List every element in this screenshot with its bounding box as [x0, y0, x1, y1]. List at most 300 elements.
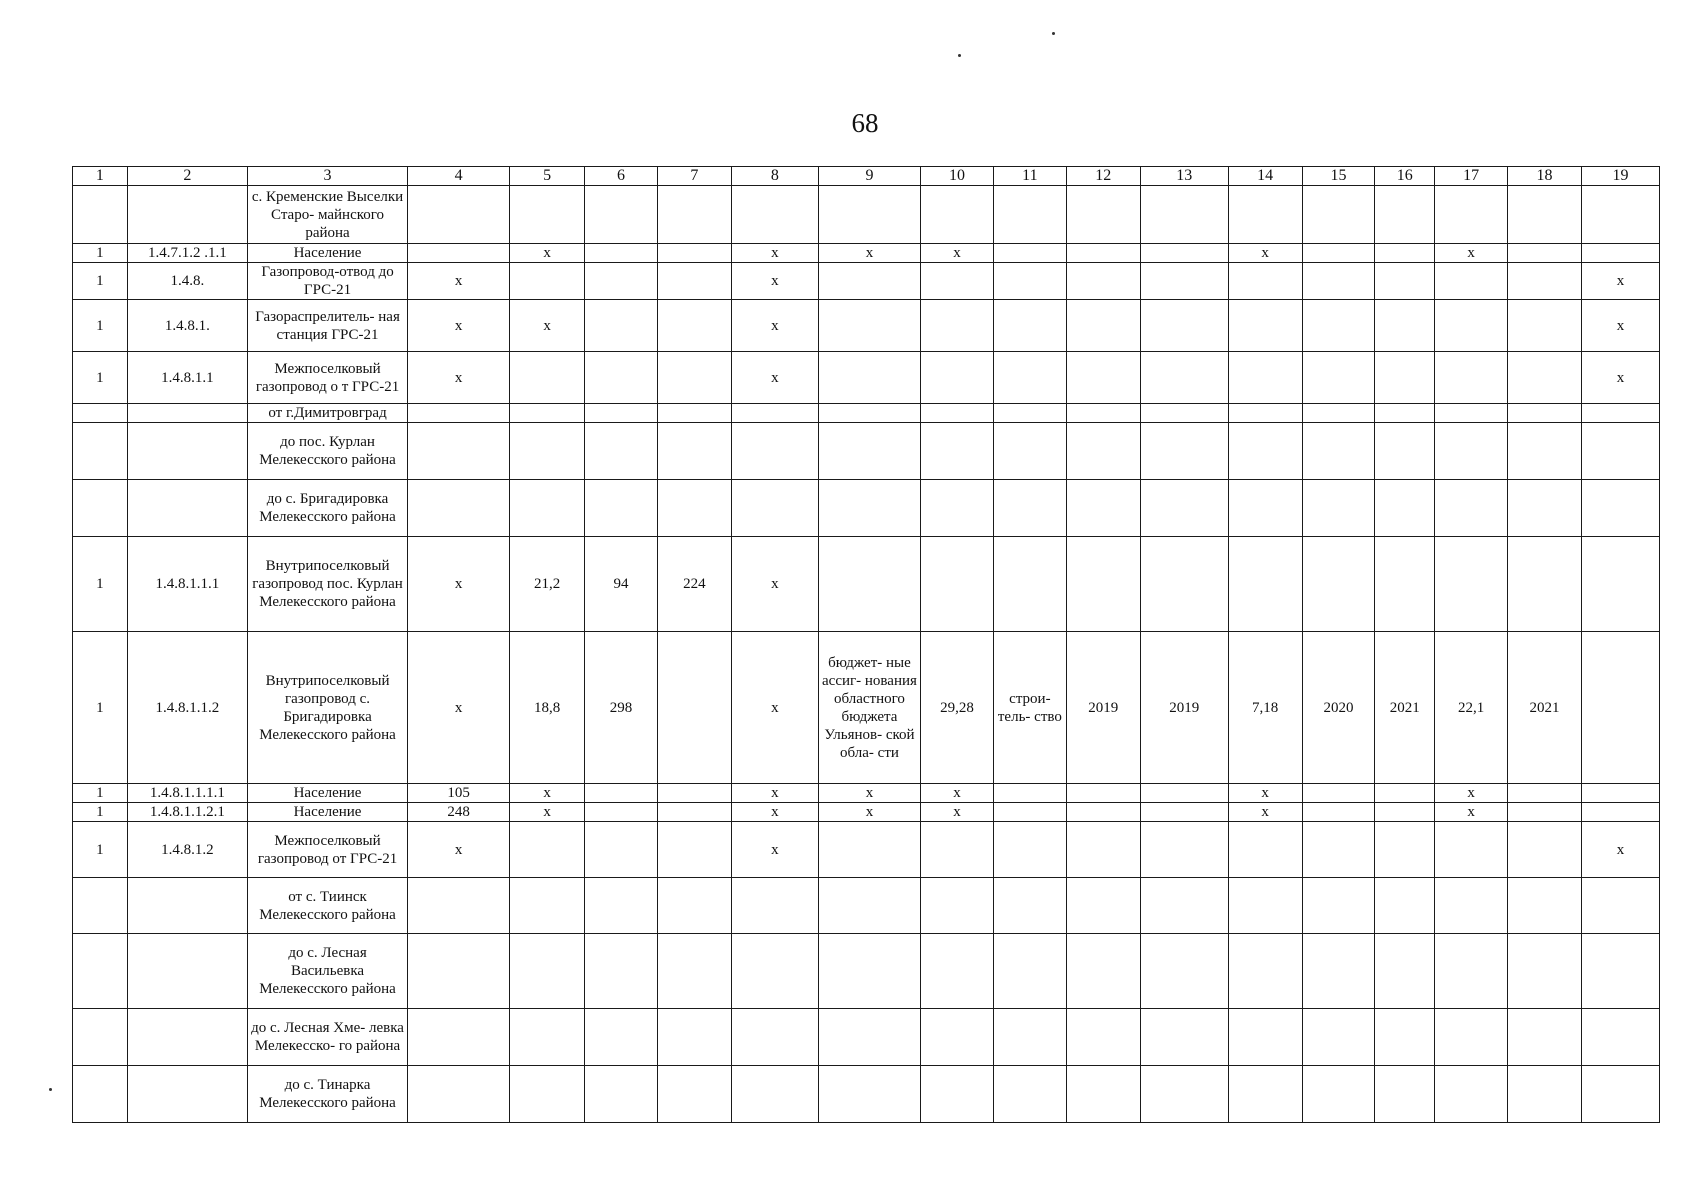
table-cell [1228, 1009, 1302, 1066]
table-cell [510, 263, 585, 300]
table-cell [1066, 404, 1140, 423]
table-cell [73, 1066, 128, 1123]
table-cell [1140, 186, 1228, 244]
table-cell [407, 244, 509, 263]
table-cell: 224 [657, 537, 731, 632]
table-row [73, 263, 1660, 300]
table-cell [585, 300, 658, 352]
table-cell: 1 [73, 352, 128, 404]
table-cell: 1 [73, 244, 128, 263]
table-row [73, 480, 1660, 537]
scan-speck [1052, 32, 1055, 35]
table-cell [1375, 244, 1435, 263]
table-cell: х [1435, 244, 1508, 263]
table-cell: 21,2 [510, 537, 585, 632]
table-cell [993, 822, 1066, 878]
table-cell [1140, 537, 1228, 632]
table-cell: 1.4.8.1.2 [127, 822, 247, 878]
table-cell [1508, 934, 1582, 1009]
table-cell [1302, 784, 1375, 803]
table-cell [1508, 480, 1582, 537]
table-cell [1140, 1066, 1228, 1123]
table-cell: 1 [73, 632, 128, 784]
header-cell: 4 [407, 167, 509, 186]
table-cell [1375, 263, 1435, 300]
table-cell [1228, 300, 1302, 352]
table-cell: 29,28 [921, 632, 994, 784]
table-cell: х [818, 244, 920, 263]
table-cell [1140, 300, 1228, 352]
table-cell [993, 244, 1066, 263]
table-cell [1228, 423, 1302, 480]
table-cell: Население [248, 803, 408, 822]
table-cell [1375, 1066, 1435, 1123]
table-cell [921, 537, 994, 632]
header-cell: 15 [1302, 167, 1375, 186]
table-cell [1228, 480, 1302, 537]
table-cell [1140, 822, 1228, 878]
table-cell [993, 300, 1066, 352]
table-cell [1228, 537, 1302, 632]
table-cell [657, 878, 731, 934]
table-cell [1581, 537, 1659, 632]
table-cell: от г.Димитровград [248, 404, 408, 423]
table-cell [731, 404, 818, 423]
table-cell [1508, 803, 1582, 822]
table-cell [585, 404, 658, 423]
header-cell: 6 [585, 167, 658, 186]
table-cell [1066, 803, 1140, 822]
table-cell [657, 186, 731, 244]
table-cell [407, 186, 509, 244]
header-cell: 10 [921, 167, 994, 186]
table-cell: х [1581, 822, 1659, 878]
table-cell [1375, 537, 1435, 632]
table-cell [407, 1009, 509, 1066]
table-cell [1302, 822, 1375, 878]
table-cell: 2021 [1375, 632, 1435, 784]
table-cell [993, 352, 1066, 404]
table-cell [993, 1009, 1066, 1066]
table-cell: 1.4.8.1. [127, 300, 247, 352]
table-cell [1435, 352, 1508, 404]
table-cell [1066, 1009, 1140, 1066]
header-cell: 8 [731, 167, 818, 186]
table-row [73, 1009, 1660, 1066]
table-cell [1435, 480, 1508, 537]
table-cell: 1 [73, 784, 128, 803]
table-cell [407, 480, 509, 537]
table-cell [1581, 934, 1659, 1009]
table-cell [127, 186, 247, 244]
header-cell: 19 [1581, 167, 1659, 186]
table-cell: х [731, 822, 818, 878]
table-cell [993, 878, 1066, 934]
table-cell [731, 1066, 818, 1123]
table-cell [1435, 822, 1508, 878]
table-cell: х [510, 300, 585, 352]
table-cell: 1 [73, 803, 128, 822]
table-cell: х [407, 352, 509, 404]
table-cell: 1 [73, 300, 128, 352]
header-cell: 5 [510, 167, 585, 186]
table-cell: х [1581, 263, 1659, 300]
table-cell [1435, 300, 1508, 352]
table-cell [1435, 404, 1508, 423]
table-cell [1228, 878, 1302, 934]
table-cell: 1.4.8.1.1.1.1 [127, 784, 247, 803]
header-cell: 18 [1508, 167, 1582, 186]
table-cell [1066, 934, 1140, 1009]
table-cell [657, 352, 731, 404]
table-cell [585, 1009, 658, 1066]
table-cell: х [1581, 352, 1659, 404]
header-cell: 12 [1066, 167, 1140, 186]
table-row [73, 244, 1660, 263]
table-cell [1302, 1009, 1375, 1066]
table-cell: Межпоселковый газопровод о т ГРС-21 [248, 352, 408, 404]
table-cell: 1.4.8.1.1 [127, 352, 247, 404]
table-cell: Население [248, 784, 408, 803]
table-cell [818, 263, 920, 300]
header-cell: 14 [1228, 167, 1302, 186]
table-cell [1375, 352, 1435, 404]
table-cell [731, 480, 818, 537]
table-cell: Внутрипоселковый газопровод пос. Курлан Мелекесского района [248, 537, 408, 632]
table-cell [818, 300, 920, 352]
table-cell [585, 186, 658, 244]
table-row [73, 878, 1660, 934]
table-cell [657, 632, 731, 784]
table-row [73, 1066, 1660, 1123]
table-cell: х [818, 803, 920, 822]
table-row [73, 186, 1660, 244]
table-cell [993, 423, 1066, 480]
table-cell [1066, 186, 1140, 244]
table-cell: 1.4.8. [127, 263, 247, 300]
table-cell [657, 244, 731, 263]
table-cell [1066, 878, 1140, 934]
table-cell [1228, 404, 1302, 423]
table-cell: х [921, 244, 994, 263]
table-cell: 1.4.8.1.1.2.1 [127, 803, 247, 822]
table-cell [1375, 934, 1435, 1009]
header-cell: 9 [818, 167, 920, 186]
table-cell: х [731, 244, 818, 263]
table-cell [1435, 186, 1508, 244]
table-cell [1302, 300, 1375, 352]
table-cell: Газораспрелитель- ная станция ГРС-21 [248, 300, 408, 352]
table-cell [921, 934, 994, 1009]
table-cell [1228, 822, 1302, 878]
table-cell [585, 263, 658, 300]
table-cell [818, 404, 920, 423]
table-cell [731, 1009, 818, 1066]
table-cell [1228, 186, 1302, 244]
table-cell: х [731, 352, 818, 404]
table-cell [1435, 537, 1508, 632]
table-cell [407, 423, 509, 480]
table-cell [818, 1009, 920, 1066]
table-cell [921, 404, 994, 423]
table-cell [1375, 423, 1435, 480]
table-cell [1375, 822, 1435, 878]
table-cell [921, 1066, 994, 1123]
table-cell [1581, 1066, 1659, 1123]
header-cell: 13 [1140, 167, 1228, 186]
table-cell [1066, 263, 1140, 300]
table-cell [73, 934, 128, 1009]
table-cell [1302, 352, 1375, 404]
data-table [72, 166, 1660, 1123]
table-cell: с. Кременские Выселки Старо- майнского района [248, 186, 408, 244]
table-cell [818, 934, 920, 1009]
table-cell [1066, 480, 1140, 537]
header-cell: 16 [1375, 167, 1435, 186]
table-cell [1302, 803, 1375, 822]
table-cell [1140, 480, 1228, 537]
table-cell [921, 480, 994, 537]
table-cell: х [1435, 803, 1508, 822]
table-cell: 105 [407, 784, 509, 803]
table-cell [1508, 352, 1582, 404]
table-cell: х [1581, 300, 1659, 352]
table-cell [1140, 423, 1228, 480]
table-cell: х [407, 537, 509, 632]
table-cell [818, 480, 920, 537]
table-cell [585, 822, 658, 878]
table-cell [1302, 480, 1375, 537]
table-cell [510, 404, 585, 423]
table-cell [657, 480, 731, 537]
table-cell [1228, 352, 1302, 404]
table-cell [1508, 423, 1582, 480]
table-cell [993, 263, 1066, 300]
table-cell [993, 784, 1066, 803]
table-cell [818, 537, 920, 632]
table-cell [921, 878, 994, 934]
table-cell [510, 186, 585, 244]
table-cell: 22,1 [1435, 632, 1508, 784]
table-cell: 94 [585, 537, 658, 632]
table-cell [993, 934, 1066, 1009]
table-cell [921, 186, 994, 244]
table-cell: х [1228, 803, 1302, 822]
table-cell [1508, 878, 1582, 934]
table-cell [1581, 803, 1659, 822]
table-cell [818, 352, 920, 404]
table-cell [657, 1066, 731, 1123]
header-cell: 1 [73, 167, 128, 186]
table-cell [1302, 1066, 1375, 1123]
table-cell: от с. Тиинск Мелекесского района [248, 878, 408, 934]
table-cell: х [1435, 784, 1508, 803]
table-cell: х [731, 784, 818, 803]
table-cell [921, 1009, 994, 1066]
table-cell [1066, 784, 1140, 803]
table-cell [1508, 537, 1582, 632]
table-cell [993, 1066, 1066, 1123]
table-cell [585, 244, 658, 263]
table-cell [1302, 423, 1375, 480]
table-cell: 7,18 [1228, 632, 1302, 784]
table-cell [993, 404, 1066, 423]
table-cell [1375, 784, 1435, 803]
table-cell [1140, 878, 1228, 934]
table-cell [921, 423, 994, 480]
table-cell [1140, 263, 1228, 300]
table-cell [818, 878, 920, 934]
table-cell [993, 480, 1066, 537]
table-cell [731, 186, 818, 244]
table-cell [1375, 803, 1435, 822]
table-cell [407, 1066, 509, 1123]
table-cell [1140, 244, 1228, 263]
table-cell: 1.4.8.1.1.1 [127, 537, 247, 632]
table-cell: 2020 [1302, 632, 1375, 784]
table-cell [1581, 244, 1659, 263]
scan-speck [958, 54, 961, 57]
table-cell: до с. Тинарка Мелекесского района [248, 1066, 408, 1123]
table-cell [1140, 934, 1228, 1009]
table-cell [585, 878, 658, 934]
table-cell [127, 1066, 247, 1123]
table-cell [73, 423, 128, 480]
table-cell [510, 480, 585, 537]
table-cell [657, 1009, 731, 1066]
table-cell [510, 822, 585, 878]
table-cell: х [731, 300, 818, 352]
header-cell: 17 [1435, 167, 1508, 186]
table-cell [1302, 878, 1375, 934]
table-cell [510, 878, 585, 934]
table-cell [1302, 186, 1375, 244]
table-cell [73, 480, 128, 537]
table-cell [127, 404, 247, 423]
table-cell: бюджет- ные ассиг- нования областного бюджета Ульянов- ской обла- сти [818, 632, 920, 784]
table-cell [1140, 803, 1228, 822]
table-cell [1581, 423, 1659, 480]
table-cell [1508, 300, 1582, 352]
table-cell [657, 784, 731, 803]
table-cell: Межпоселковый газопровод от ГРС-21 [248, 822, 408, 878]
table-cell [1508, 1066, 1582, 1123]
table-cell: 1 [73, 822, 128, 878]
table-cell [1302, 263, 1375, 300]
table-cell [657, 263, 731, 300]
table-cell [731, 423, 818, 480]
table-cell: Внутрипоселковый газопровод с. Бригадировка Мелекесского района [248, 632, 408, 784]
table-cell [1066, 537, 1140, 632]
table-cell: х [731, 537, 818, 632]
table-cell: 2019 [1066, 632, 1140, 784]
table-cell: х [1228, 244, 1302, 263]
table-cell [1508, 784, 1582, 803]
header-cell: 7 [657, 167, 731, 186]
table-cell [1508, 263, 1582, 300]
header-cell: 2 [127, 167, 247, 186]
table-cell: до с. Бригадировка Мелекесского района [248, 480, 408, 537]
table-cell [1140, 404, 1228, 423]
table-cell [585, 352, 658, 404]
table-cell [1581, 404, 1659, 423]
table-cell [1066, 300, 1140, 352]
table-cell [818, 822, 920, 878]
table-cell [1508, 1009, 1582, 1066]
table-cell: х [921, 803, 994, 822]
table-cell: 298 [585, 632, 658, 784]
table-cell: 248 [407, 803, 509, 822]
table-cell: х [510, 244, 585, 263]
table-row [73, 803, 1660, 822]
table-cell [1228, 263, 1302, 300]
table-cell: Население [248, 244, 408, 263]
table-row [73, 784, 1660, 803]
table-cell: х [731, 263, 818, 300]
table-cell: 1.4.7.1.2 .1.1 [127, 244, 247, 263]
table-cell [731, 934, 818, 1009]
table-cell: до с. Лесная Васильевка Мелекесского района [248, 934, 408, 1009]
table-cell [818, 1066, 920, 1123]
table-cell [1140, 352, 1228, 404]
table-cell [1375, 1009, 1435, 1066]
table-cell: х [510, 784, 585, 803]
table-cell [1375, 404, 1435, 423]
table-row [73, 537, 1660, 632]
table-cell [657, 934, 731, 1009]
table-cell [1435, 1066, 1508, 1123]
table-cell [73, 1009, 128, 1066]
table-cell [1508, 186, 1582, 244]
table-cell [127, 423, 247, 480]
table-cell [510, 423, 585, 480]
table-cell [127, 934, 247, 1009]
table-cell [1228, 1066, 1302, 1123]
table-cell [818, 423, 920, 480]
table-cell [585, 803, 658, 822]
table-cell: 1 [73, 537, 128, 632]
table-cell: х [731, 803, 818, 822]
table-cell [657, 423, 731, 480]
table-cell [585, 423, 658, 480]
table-cell [1435, 878, 1508, 934]
table-cell [993, 803, 1066, 822]
table-cell [921, 300, 994, 352]
table-cell [1066, 244, 1140, 263]
table-cell: до пос. Курлан Мелекесского района [248, 423, 408, 480]
table-cell: х [407, 822, 509, 878]
table-cell: строи- тель- ство [993, 632, 1066, 784]
table-cell: 1.4.8.1.1.2 [127, 632, 247, 784]
table-cell [818, 186, 920, 244]
table-cell [921, 263, 994, 300]
table-cell: Газопровод-отвод до ГРС-21 [248, 263, 408, 300]
table-cell [407, 878, 509, 934]
table-cell [1375, 480, 1435, 537]
table-cell: х [407, 300, 509, 352]
table-cell [1302, 537, 1375, 632]
table-cell [510, 1066, 585, 1123]
table-cell: до с. Лесная Хме- левка Мелекесско- го района [248, 1009, 408, 1066]
header-cell: 11 [993, 167, 1066, 186]
table-cell [1435, 423, 1508, 480]
table-cell: х [510, 803, 585, 822]
table-cell [1066, 822, 1140, 878]
table-cell [1581, 1009, 1659, 1066]
table-cell [657, 404, 731, 423]
table-cell: 2019 [1140, 632, 1228, 784]
table-cell [657, 300, 731, 352]
